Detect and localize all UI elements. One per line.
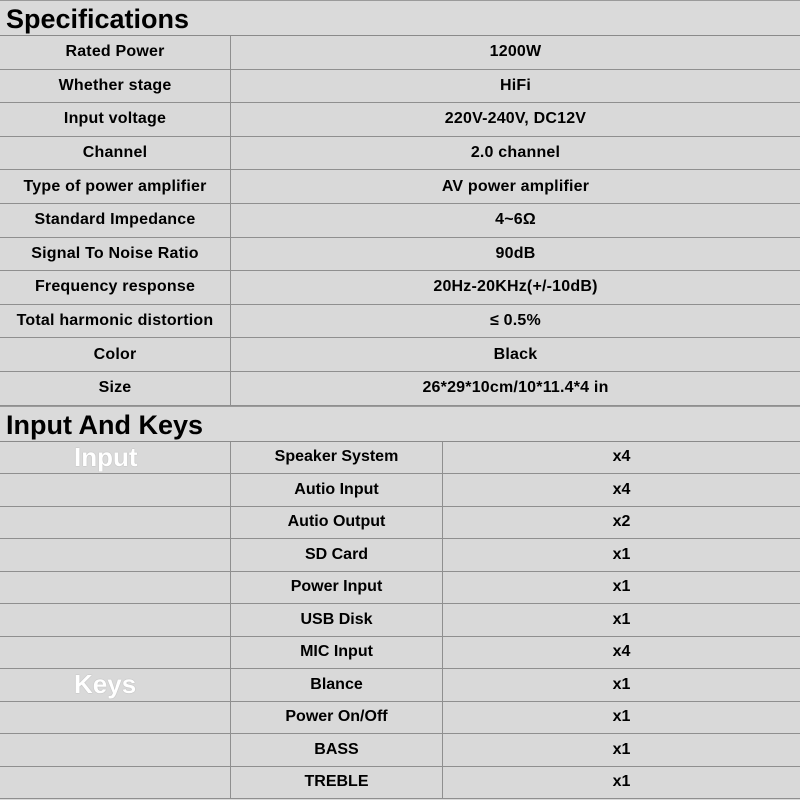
spec-value: ≤ 0.5% <box>490 312 541 330</box>
group-cell <box>0 767 231 799</box>
spec-row <box>0 305 800 339</box>
spec-label: Standard Impedance <box>0 204 231 237</box>
spec-row <box>0 238 800 272</box>
group-cell <box>0 539 231 571</box>
spec-label: Color <box>0 338 231 371</box>
item-quantity: x1 <box>612 773 631 791</box>
spec-label: Channel <box>0 137 231 170</box>
spec-value: 2.0 channel <box>470 144 561 162</box>
spec-label: Frequency response <box>0 271 231 304</box>
input-keys-row <box>0 604 800 637</box>
item-name: SD Card <box>231 539 443 571</box>
item-quantity: x1 <box>612 578 631 596</box>
group-cell <box>0 474 231 506</box>
spec-value: 20Hz-20KHz(+/-10dB) <box>433 278 598 296</box>
item-name: Speaker System <box>231 442 443 474</box>
item-name: Autio Output <box>231 507 443 539</box>
spec-value: Black <box>493 345 538 363</box>
spec-label: Type of power amplifier <box>0 170 231 203</box>
spec-value: HiFi <box>499 76 532 94</box>
spec-row <box>0 36 800 70</box>
item-name: Power On/Off <box>231 702 443 734</box>
group-cell <box>0 507 231 539</box>
input-keys-row <box>0 767 800 800</box>
item-name: USB Disk <box>231 604 443 636</box>
input-keys-row <box>0 702 800 735</box>
item-quantity: x1 <box>612 610 631 628</box>
group-cell <box>0 637 231 669</box>
item-quantity: x4 <box>612 480 631 498</box>
item-quantity: x1 <box>612 675 631 693</box>
item-name: Autio Input <box>231 474 443 506</box>
spec-label: Rated Power <box>0 36 231 69</box>
specifications-header: Specifications <box>0 0 800 36</box>
item-quantity: x4 <box>612 448 631 466</box>
item-quantity: x2 <box>612 513 631 531</box>
spec-row <box>0 271 800 305</box>
group-cell <box>0 702 231 734</box>
input-keys-row <box>0 637 800 670</box>
group-cell <box>0 442 231 474</box>
group-label: Keys <box>74 669 137 700</box>
input-keys-row <box>0 474 800 507</box>
input-keys-row <box>0 669 800 702</box>
item-name: Blance <box>231 669 443 701</box>
group-cell <box>0 669 231 701</box>
input-keys-row <box>0 539 800 572</box>
group-cell <box>0 604 231 636</box>
spec-value: 90dB <box>495 244 536 262</box>
spec-value: 26*29*10cm/10*11.4*4 in <box>422 379 609 397</box>
spec-row <box>0 204 800 238</box>
group-cell <box>0 572 231 604</box>
spec-label: Whether stage <box>0 70 231 103</box>
group-label: Input <box>74 441 138 472</box>
input-keys-row <box>0 734 800 767</box>
spec-row <box>0 338 800 372</box>
specifications-table <box>0 36 800 406</box>
spec-row <box>0 103 800 137</box>
input-keys-row <box>0 507 800 540</box>
item-quantity: x1 <box>612 545 631 563</box>
input-keys-row <box>0 442 800 475</box>
input-keys-table <box>0 442 800 800</box>
spec-value: 1200W <box>489 43 542 61</box>
item-quantity: x1 <box>612 708 631 726</box>
item-name: Power Input <box>231 572 443 604</box>
spec-label: Total harmonic distortion <box>0 305 231 338</box>
item-name: BASS <box>231 734 443 766</box>
input-keys-row <box>0 572 800 605</box>
item-quantity: x4 <box>612 643 631 661</box>
spec-label: Size <box>0 372 231 405</box>
item-name: TREBLE <box>231 767 443 799</box>
input-keys-header: Input And Keys <box>0 406 800 442</box>
spec-label: Signal To Noise Ratio <box>0 238 231 271</box>
item-name: MIC Input <box>231 637 443 669</box>
spec-row <box>0 170 800 204</box>
spec-value: AV power amplifier <box>441 177 590 195</box>
spec-label: Input voltage <box>0 103 231 136</box>
spec-value: 220V-240V, DC12V <box>444 110 587 128</box>
spec-row <box>0 137 800 171</box>
spec-row <box>0 372 800 406</box>
spec-row <box>0 70 800 104</box>
item-quantity: x1 <box>612 740 631 758</box>
group-cell <box>0 734 231 766</box>
spec-value: 4~6Ω <box>495 211 536 229</box>
